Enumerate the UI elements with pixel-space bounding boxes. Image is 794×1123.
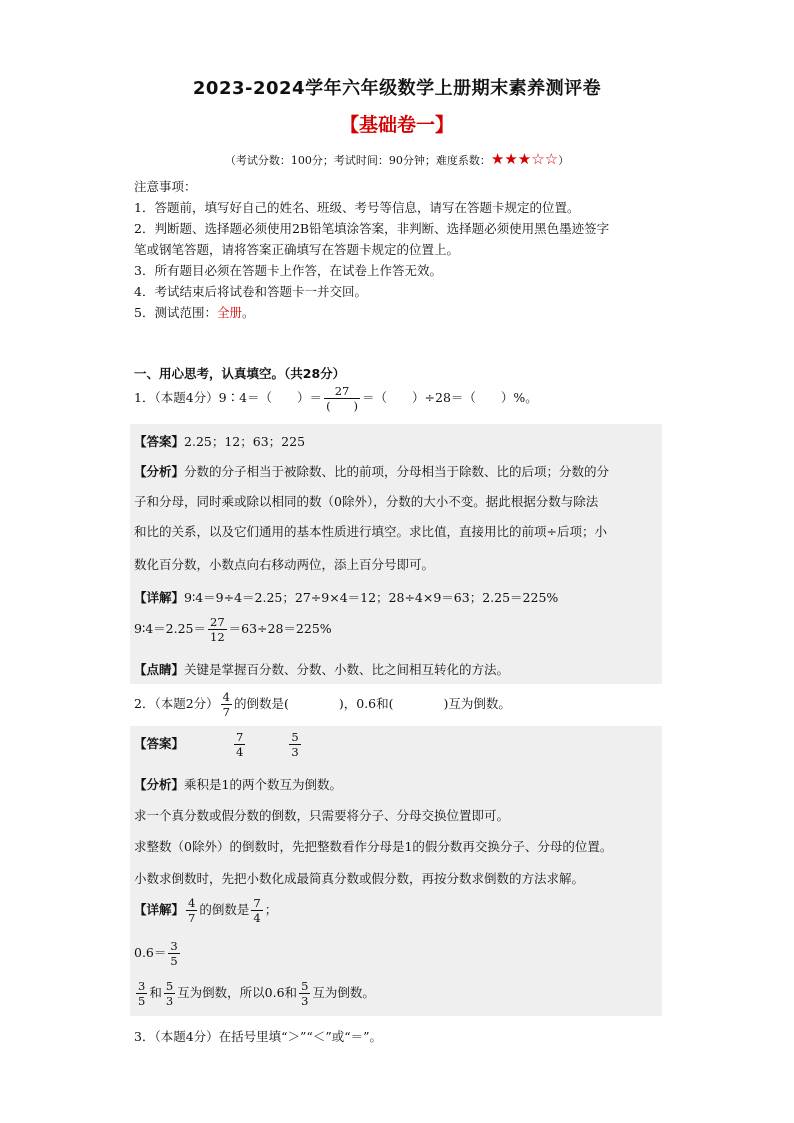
note-item: 4．考试结束后将试卷和答题卡一并交回。	[134, 284, 367, 299]
frac-num: 4	[188, 896, 196, 910]
q1-analysis-line	[134, 462, 609, 480]
star-empty-icon: ☆	[544, 150, 559, 168]
q2-answer	[134, 730, 303, 759]
q1-analysis-line: 数化百分数，小数点向右移动两位，添上百分号即可。	[134, 557, 435, 572]
note-item: 3．所有题目必须在答题卡上作答，在试卷上作答无效。	[134, 263, 442, 278]
difficulty-stars	[490, 150, 559, 168]
page-subtitle: 【基础卷一】	[339, 114, 454, 136]
frac-den: 5	[138, 994, 146, 1008]
section-heading: 一、用心思考，认真填空。（共28分）	[134, 366, 346, 381]
question-2-stem	[134, 690, 511, 719]
note-item: 2．判断题、选择题必须使用2B铅笔填涂答案，非判断、选择题必须使用黑色墨迹签字	[134, 221, 610, 236]
frac-num: 5	[165, 979, 174, 993]
q2-detail-2	[134, 939, 182, 968]
q2-detail2-a: 0.6＝	[134, 945, 167, 960]
frac-num: 5	[291, 730, 299, 744]
q1-detail2-b: ＝63÷28＝225%	[228, 621, 332, 636]
analysis-tag: 【分析】	[134, 464, 185, 479]
q1-analysis-line: 和比的关系，以及它们通用的基本性质进行填空。求比值，直接用比的前项÷后项；小	[134, 524, 607, 539]
star-empty-icon: ☆	[531, 150, 545, 168]
meta-prefix: （考试分数：100分；考试时间：90分钟；难度系数：	[224, 154, 491, 167]
frac-num: 7	[253, 896, 261, 910]
q1-point-text: 关键是掌握百分数、分数、小数、比之间相互转化的方法。	[184, 662, 510, 677]
frac-den: 4	[253, 911, 261, 925]
q2-analysis-text: 乘积是1的两个数互为倒数。	[184, 777, 342, 792]
note-item: 1．答题前，填写好自己的姓名、班级、考号等信息，请写在答题卡规定的位置。	[134, 200, 580, 215]
q2-answer-fraction-1	[234, 730, 245, 759]
q1-frac-num: 27	[324, 384, 360, 399]
question-1-stem	[134, 384, 538, 413]
frac-den: 3	[301, 994, 309, 1008]
scope-end: 。	[241, 305, 255, 320]
frac-num: 3	[138, 979, 146, 993]
q1-fraction	[324, 384, 360, 413]
scope-label: 5．测试范围：	[134, 305, 217, 320]
exam-meta	[0, 150, 794, 168]
frac-num: 7	[236, 730, 244, 744]
frac	[168, 939, 179, 968]
star-filled-icon: ★	[490, 150, 505, 168]
q2-stem-b: 的倒数是( )，0.6和( )互为倒数。	[233, 696, 511, 711]
q1-detail2-fraction	[208, 615, 227, 644]
scope-value: 全册	[216, 305, 242, 320]
q2-detail3-mid2: 互为倒数，所以0.6和	[177, 985, 298, 1000]
star-filled-icon: ★	[504, 150, 518, 168]
q2-analysis-line	[134, 775, 342, 793]
q2-detail-mid: 的倒数是	[199, 902, 250, 917]
q1-point	[134, 660, 509, 678]
frac-num: 5	[301, 979, 309, 993]
q2-analysis-line: 求一个真分数或假分数的倒数，只需要将分子、分母交换位置即可。	[134, 808, 510, 823]
frac	[136, 979, 147, 1008]
detail-tag: 【详解】	[134, 590, 185, 605]
frac	[251, 896, 262, 925]
frac-num: 4	[222, 690, 230, 704]
q2-analysis-line: 求整数（0除外）的倒数时，先把整数看作分母是1的假分数再交换分子、分母的位置。	[134, 839, 613, 854]
notes-block	[134, 176, 694, 323]
frac-den: 4	[236, 745, 244, 759]
point-tag: 【点睛】	[134, 662, 185, 677]
q2-detail	[134, 896, 277, 925]
q1-stem-a: 1．（本题4分）9∶4＝（ ）＝	[134, 390, 323, 405]
frac-den: 7	[222, 705, 230, 719]
q2-detail3-mid1: 和	[149, 985, 162, 1000]
question-3-stem: 3．（本题4分）在括号里填“＞”“＜”或“＝”。	[134, 1029, 382, 1044]
frac	[186, 896, 197, 925]
q1-frac-den: ( )	[326, 399, 359, 413]
frac-num: 3	[170, 939, 178, 953]
frac-num: 27	[210, 615, 225, 629]
notes-heading: 注意事项：	[134, 179, 197, 194]
q1-stem-b: ＝（ ）÷28＝（ ）%。	[362, 390, 538, 405]
q1-analysis-text: 分数的分子相当于被除数、比的前项，分母相当于除数、比的后项；分数的分	[184, 464, 610, 479]
page-title: 2023-2024学年六年级数学上册期末素养测评卷	[192, 78, 602, 99]
q2-stem-a: 2．（本题2分）	[134, 696, 219, 711]
answer-tag: 【答案】	[134, 736, 185, 751]
q2-detail-3	[134, 979, 375, 1008]
q1-detail-2	[134, 615, 332, 644]
q1-analysis-line: 子和分母，同时乘或除以相同的数（0除外），分数的大小不变。据此根据分数与除法	[134, 494, 599, 509]
q1-answer	[134, 432, 305, 450]
q2-analysis-line: 小数求倒数时，先把小数化成最简真分数或假分数，再按分数求倒数的方法求解。	[134, 871, 585, 886]
frac	[299, 979, 310, 1008]
q1-detail-text: 9∶4＝9÷4＝2.25；27÷9×4＝12；28÷4×9＝63；2.25＝225%	[184, 590, 559, 605]
answer-tag: 【答案】	[134, 434, 185, 449]
q1-detail	[134, 588, 558, 606]
q1-detail2-a: 9∶4＝2.25＝	[134, 621, 206, 636]
meta-suffix: ）	[558, 154, 570, 167]
frac-den: 12	[210, 630, 225, 644]
frac	[164, 979, 175, 1008]
frac-den: 5	[170, 954, 178, 968]
star-filled-icon: ★	[517, 150, 532, 168]
note-item: 笔或钢笔答题，请将答案正确填写在答题卡规定的位置上。	[134, 242, 460, 257]
q2-answer-fraction-2	[289, 730, 300, 759]
detail-tag: 【详解】	[134, 902, 185, 917]
frac-den: 3	[291, 745, 299, 759]
analysis-tag: 【分析】	[134, 777, 185, 792]
note-item-scope	[134, 302, 694, 323]
q1-answer-value: 2.25；12；63；225	[184, 434, 306, 449]
frac-den: 3	[165, 994, 174, 1008]
q2-detail-end: ；	[264, 902, 278, 917]
frac-den: 7	[188, 911, 196, 925]
q2-fraction	[221, 690, 232, 719]
q2-detail3-end: 互为倒数。	[312, 985, 375, 1000]
